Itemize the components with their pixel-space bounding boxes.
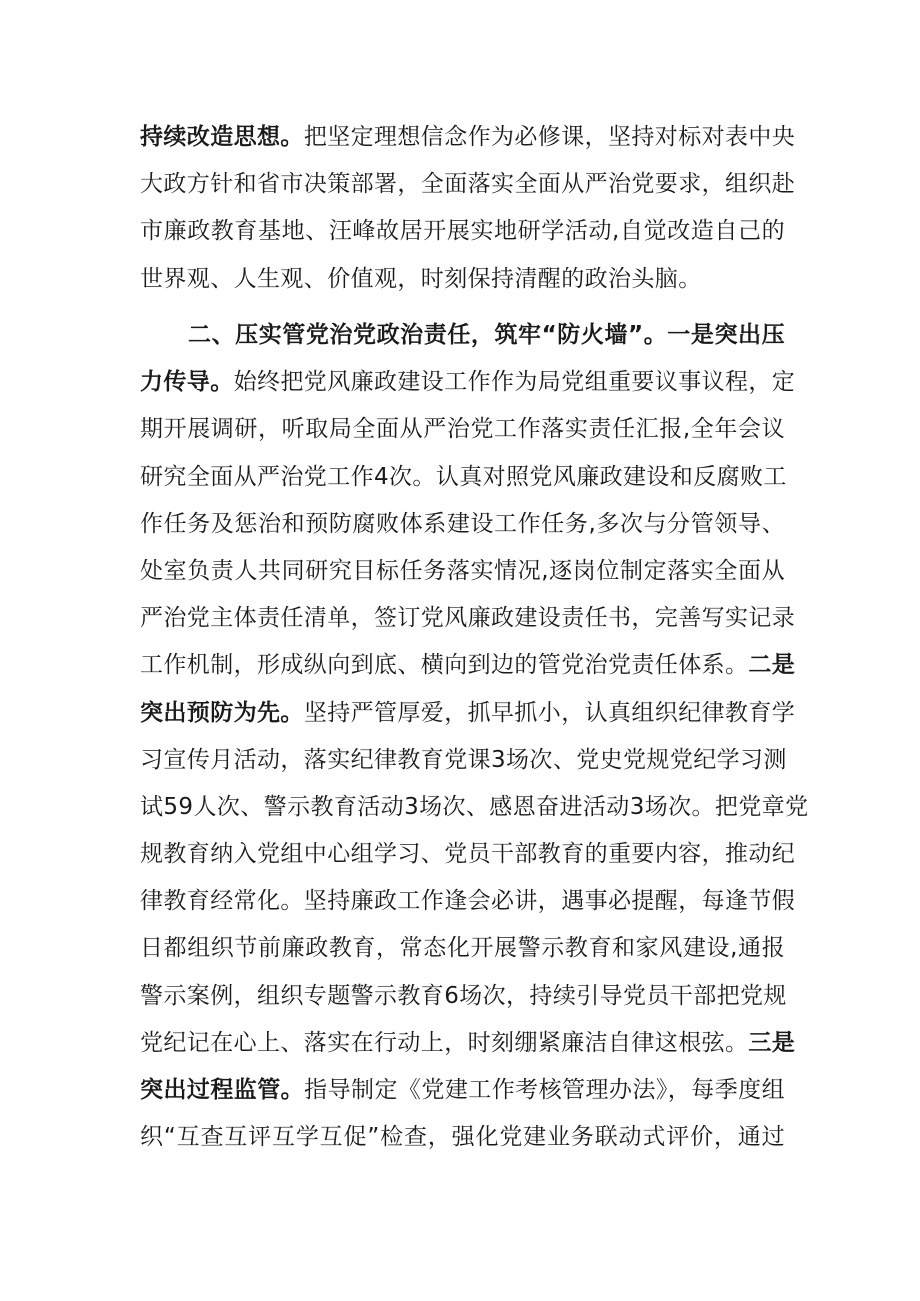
body-text: 始终把党风廉政建设工作作为局党组重要议事议程，定 <box>233 369 796 396</box>
section-heading: 二、压实管党治党政治责任，筑牢“防火墙”。一是突出压 <box>188 322 785 348</box>
bold-heading: 持续改造思想。 <box>140 124 304 150</box>
paragraph-line: 研究全面从严治党工作4次。认真对照党风廉政建设和反腐败工 <box>140 463 787 490</box>
paragraph-line: 大政方针和省市决策部署，全面落实全面从严治党要求，组织赴 <box>140 171 796 198</box>
paragraph-line <box>140 114 796 161</box>
bold-heading: 突出过程监管。 <box>140 1077 305 1103</box>
paragraph-line <box>140 359 796 406</box>
paragraph-line: 律教育经常化。坚持廉政工作逢会必讲，遇事必提醒，每逢节假 <box>140 888 796 915</box>
bold-heading: 二是 <box>748 652 796 679</box>
paragraph-line: 期开展调研，听取局全面从严治党工作落实责任汇报,全年会议 <box>140 416 785 443</box>
paragraph-line: 作任务及惩治和预防腐败体系建设工作任务,多次与分管领导、 <box>140 510 785 537</box>
body-text: 工作机制，形成纵向到底、横向到边的管党治党责任体系。 <box>140 652 749 679</box>
paragraph-line: 世界观、人生观、价值观，时刻保持清醒的政治头脑。 <box>140 265 702 292</box>
body-text: 指导制定《党建工作考核管理办法》，每季度组 <box>304 1077 785 1103</box>
bold-heading: 力传导。 <box>140 369 234 396</box>
paragraph-line <box>140 690 796 737</box>
body-text: 党纪记在心上、落实在行动上，时刻绷紧廉洁自律这根弦。 <box>140 1029 749 1056</box>
paragraph-line: 处室负责人共同研究目标任务落实情况,逐岗位制定落实全面从 <box>140 557 785 584</box>
paragraph-line <box>140 1067 785 1114</box>
paragraph-line: 警示案例，组织专题警示教育6场次，持续引导党员干部把党规 <box>140 982 787 1009</box>
paragraph-line: 日都组织节前廉政教育，常态化开展警示教育和家风建设,通报 <box>140 935 785 962</box>
bold-heading: 三是 <box>748 1029 796 1056</box>
body-text: 把坚定理想信念作为必修课，坚持对标对表中央 <box>303 124 796 150</box>
paragraph-line: 严治党主体责任清单，签订党风廉政建设责任书，完善写实记录 <box>140 605 796 632</box>
paragraph-line: 规教育纳入党组中心组学习、党员干部教育的重要内容，推动纪 <box>140 841 796 868</box>
paragraph-line: 织“互查互评互学互促”检查，强化党建业务联动式评价，通过 <box>140 1124 785 1151</box>
paragraph-line: 习宣传月活动，落实纪律教育党课3场次、党史党规党纪学习测 <box>140 746 787 773</box>
paragraph-line <box>140 642 796 689</box>
paragraph-line <box>140 1020 796 1067</box>
paragraph-1 <box>140 114 796 303</box>
bold-heading: 突出预防为先。 <box>140 699 304 726</box>
paragraph-line: 试59人次、警示教育活动3场次、感恩奋进活动3场次。把党章党 <box>140 793 809 820</box>
paragraph-line: 市廉政教育基地、汪峰故居开展实地研学活动,自觉改造自己的 <box>140 218 785 245</box>
body-text: 坚持严管厚爱，抓早抓小，认真组织纪律教育学 <box>303 699 796 726</box>
paragraph-2 <box>140 312 809 1161</box>
